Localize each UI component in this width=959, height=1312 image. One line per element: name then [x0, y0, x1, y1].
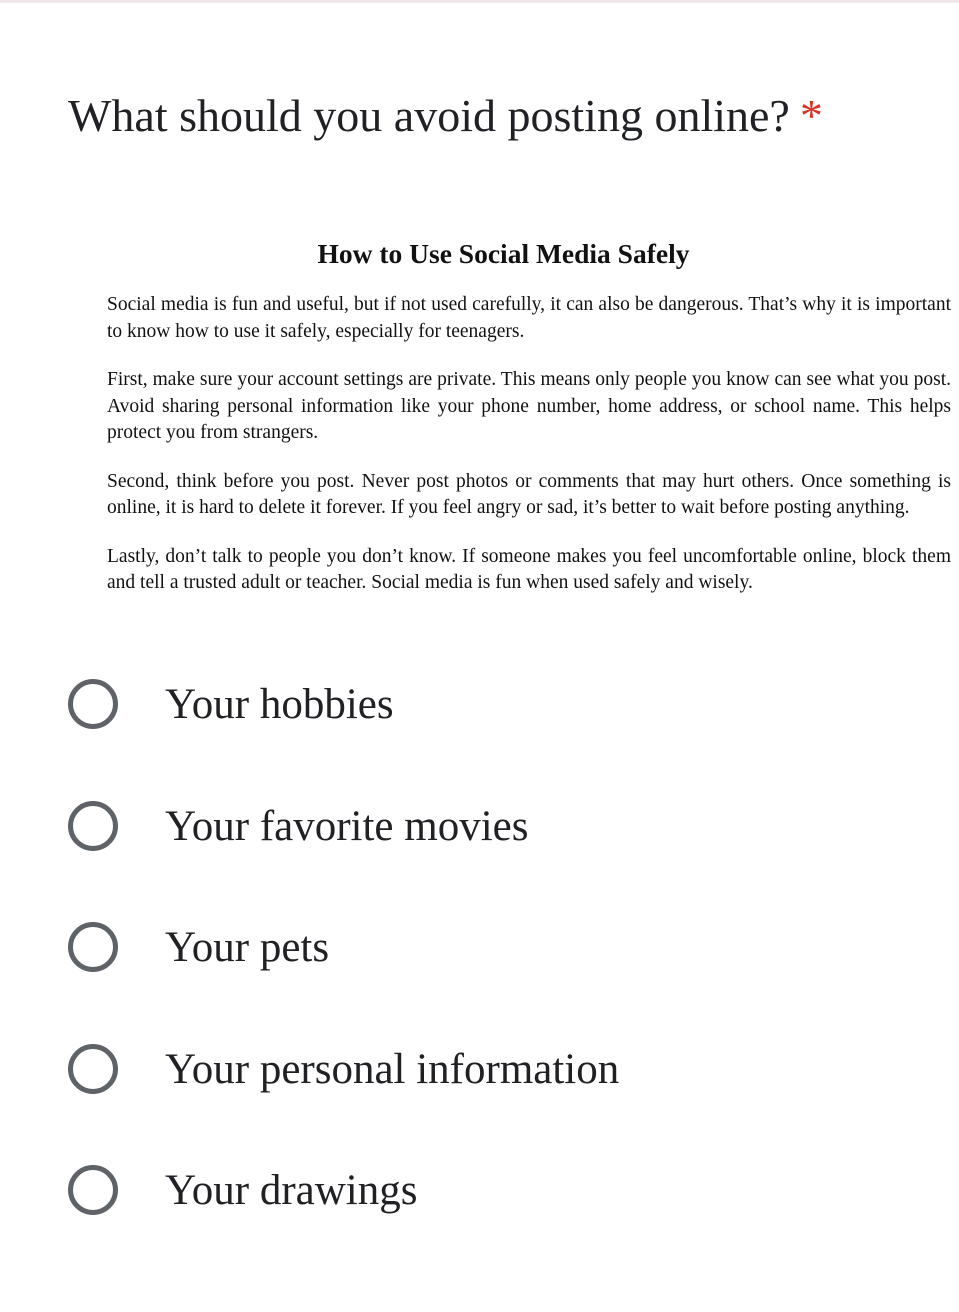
option-label[interactable]: Your pets: [165, 924, 330, 971]
option-label[interactable]: Your drawings: [165, 1167, 418, 1214]
option-your-drawings[interactable]: [0, 1153, 959, 1275]
question-text: What should you avoid posting online?: [68, 90, 790, 141]
reading-passage-image: [0, 232, 959, 597]
question-title: [68, 86, 823, 146]
radio-button[interactable]: [68, 801, 118, 851]
radio-button[interactable]: [68, 922, 118, 972]
passage-paragraph: First, make sure your account settings are private. This means only people you know can see what you post. Avoid sharing personal information like your phone number, home address, or school name. This helps protect you from strangers.: [107, 369, 951, 443]
option-label[interactable]: Your hobbies: [165, 681, 394, 728]
radio-button[interactable]: [68, 679, 118, 729]
required-asterisk: *: [799, 90, 823, 141]
option-label[interactable]: Your personal information: [165, 1045, 620, 1093]
top-edge-divider: [0, 0, 959, 3]
radio-button[interactable]: [68, 1044, 118, 1094]
passage-paragraph: Social media is fun and useful, but if not used carefully, it can also be dangerous. That’s why it is important to know how to use it safely, especially for teenagers.: [107, 294, 951, 342]
radio-button[interactable]: [68, 1165, 118, 1215]
option-your-pets[interactable]: [0, 910, 959, 1032]
option-your-hobbies[interactable]: [0, 667, 959, 789]
option-your-personal-information[interactable]: [0, 1032, 959, 1154]
option-label[interactable]: Your favorite movies: [165, 802, 529, 850]
answer-options: [0, 667, 959, 1275]
passage-title: How to Use Social Media Safely: [317, 238, 690, 269]
option-your-favorite-movies[interactable]: [0, 789, 959, 911]
passage-paragraph: Second, think before you post. Never post photos or comments that may hurt others. Once something is online, it is hard to delete it forever. If you feel angry or sad, it’s better to wait before posting anything.: [107, 470, 951, 518]
passage-paragraph: Lastly, don’t talk to people you don’t know. If someone makes you feel uncomfortable online, block them and tell a trusted adult or teacher. Social media is fun when used safely and wisely.: [107, 545, 951, 593]
